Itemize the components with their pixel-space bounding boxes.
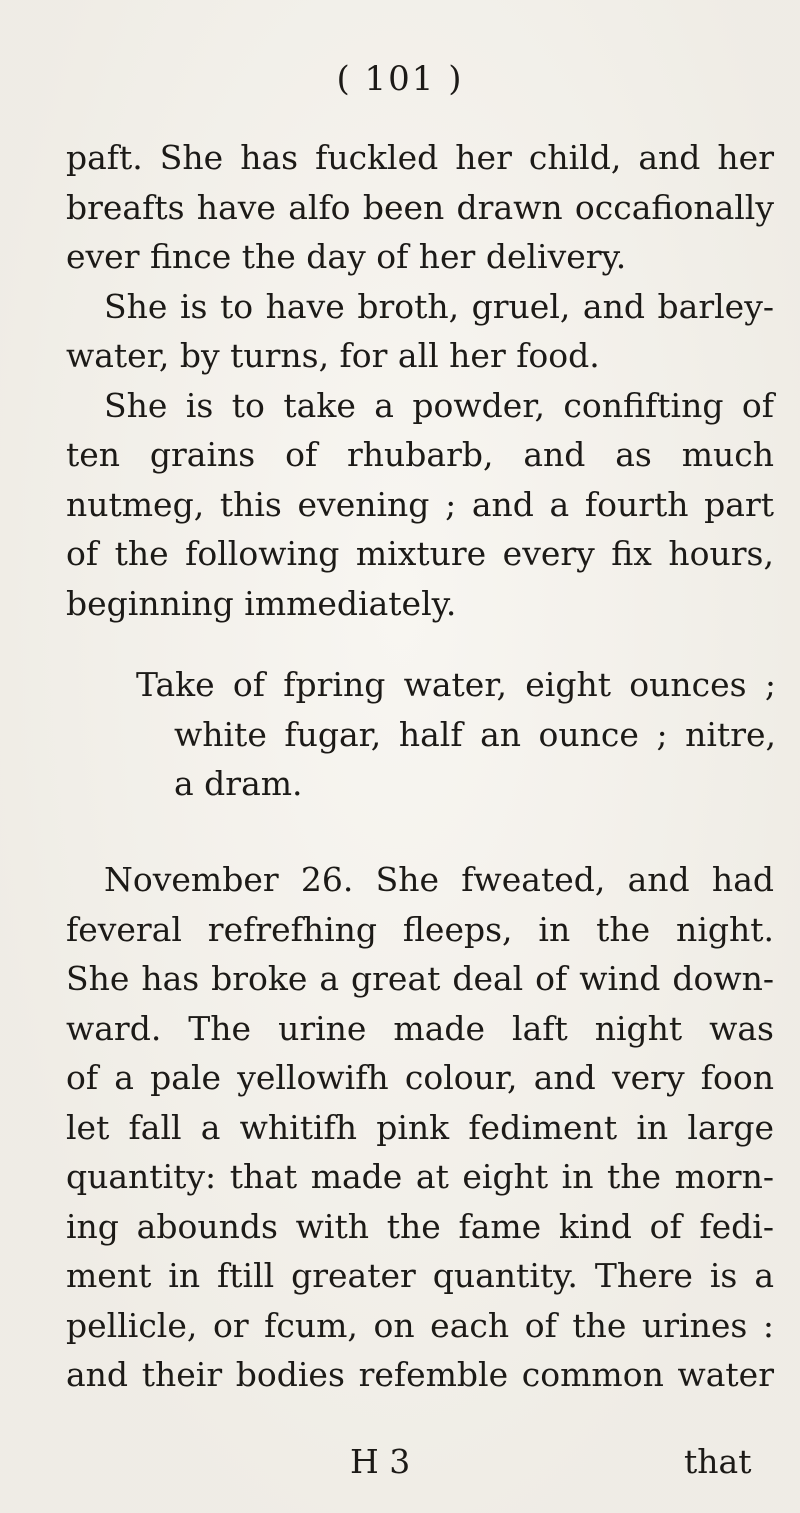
paragraph-2 [66,855,774,1400]
text-line: of a pale yellowifh colour, and very foon [66,1058,774,1097]
text-line: ten grains of rhubarb, and as much [66,435,774,474]
text-line: let fall a whitifh pink fediment in large [66,1107,774,1147]
text-line: ment in ftill greater quantity. There is a [66,1256,774,1295]
text-line: and their bodies refemble common water [66,1355,774,1394]
text-line: ward. The urine made laft night was [66,1008,774,1048]
page-number: ( 101 ) [336,59,464,99]
text-line: feveral refrefhing fleeps, in the night. [66,909,774,949]
text-line: of the following mixture every fix hours, [66,534,774,573]
text-line: a dram. [174,764,303,803]
text-line: She has broke a great deal of wind down- [66,959,774,998]
text-line: water, by turns, for all her food. [66,336,600,375]
text-line: breafts have alfo been drawn occafionally [66,187,774,227]
catchword: that [684,1442,752,1481]
text-line: ing abounds with the fame kind of fedi- [66,1206,774,1246]
text-line: ever fince the day of her delivery. [66,237,627,276]
text-line: She is to have broth, gruel, and barley- [104,286,774,326]
signature-mark: H 3 [350,1442,411,1481]
text-line: quantity: that made at eight in the morn- [66,1157,774,1196]
prescription-block [136,660,776,809]
text-line: Take of fpring water, eight ounces ; [136,665,776,704]
page-footer [0,1436,800,1488]
text-line: pellicle, or fcum, on each of the urines : [66,1305,774,1345]
text-line: nutmeg, this evening ; and a fourth part [66,484,774,524]
text-line: November 26. She fweated, and had [104,860,774,899]
text-line: white fugar, half an ounce ; nitre, [174,714,776,754]
paragraph-1 [66,133,774,628]
text-line: paft. She has fuckled her child, and her [66,138,774,177]
text-line: beginning immediately. [66,583,457,623]
text-line: She is to take a powder, confifting of [104,385,774,425]
